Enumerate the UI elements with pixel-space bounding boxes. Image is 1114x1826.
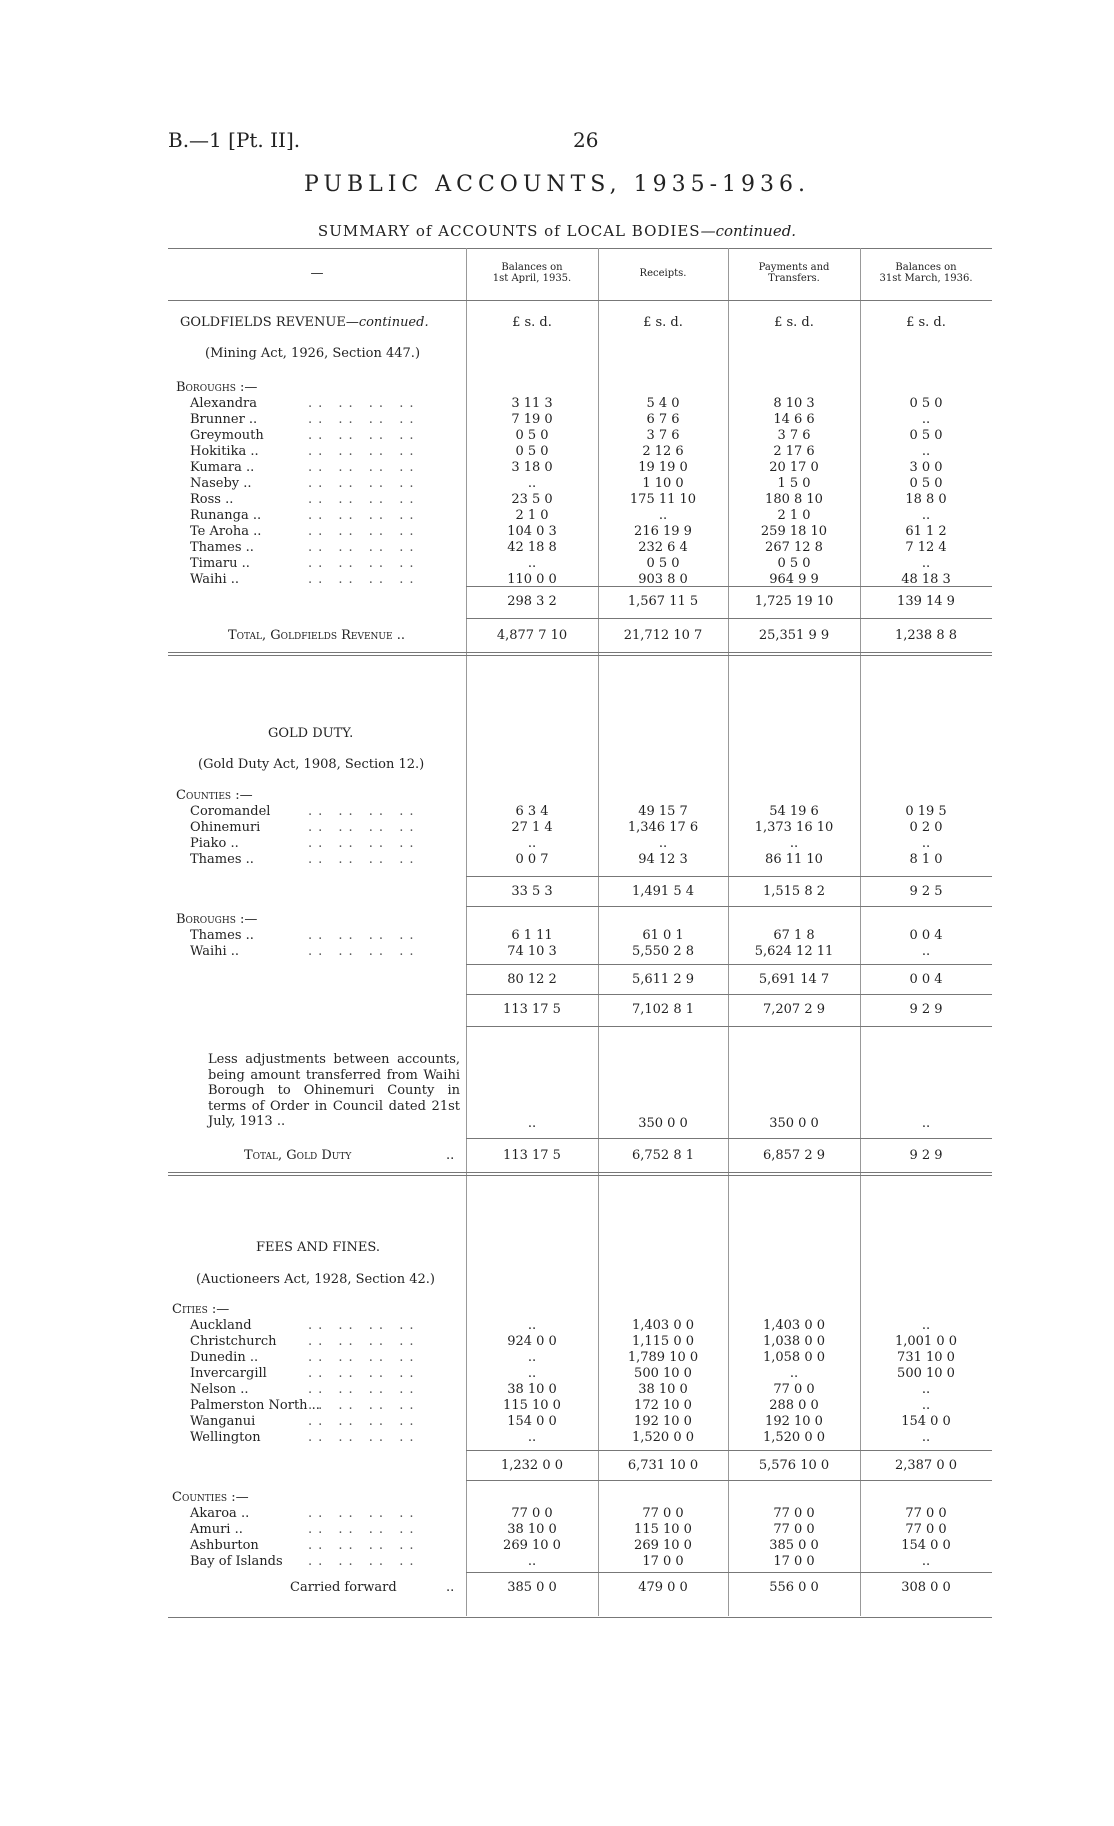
cell-end: 0 5 0 bbox=[909, 428, 943, 443]
row-name: Nelson .. bbox=[190, 1382, 249, 1397]
cell-end: .. bbox=[921, 836, 931, 851]
col-header-balances-april bbox=[466, 262, 598, 284]
combined-pay: 7,207 2 9 bbox=[762, 1002, 826, 1017]
leader-dots: .. .. .. .. bbox=[308, 1430, 420, 1445]
cell-rec: 77 0 0 bbox=[642, 1506, 684, 1521]
row-name: Wanganui bbox=[190, 1414, 256, 1429]
cell-end: 731 10 0 bbox=[897, 1350, 955, 1365]
cell-end: .. bbox=[921, 1382, 931, 1397]
row-name: Ross .. bbox=[190, 492, 234, 507]
cell-rec: 216 19 9 bbox=[634, 524, 692, 539]
row-name: Thames .. bbox=[190, 928, 254, 943]
cell-end: 7 12 4 bbox=[905, 540, 947, 555]
leader-dots: .. .. .. .. bbox=[308, 524, 420, 539]
row-name: Waihi .. bbox=[190, 944, 240, 959]
total-rule bbox=[466, 1138, 992, 1139]
row-name: Coromandel bbox=[190, 804, 271, 819]
leader-dots: .. .. .. .. bbox=[308, 944, 420, 959]
total-rule bbox=[466, 618, 992, 619]
cell-pay: 1,038 0 0 bbox=[762, 1334, 826, 1349]
cell-rec: 1,115 0 0 bbox=[631, 1334, 695, 1349]
goldfields-heading-suffix: —continued. bbox=[345, 315, 429, 330]
row-name: Te Aroha .. bbox=[190, 524, 262, 539]
cell-bal: 269 10 0 bbox=[503, 1538, 561, 1553]
subtotal-rec: 5,611 2 9 bbox=[631, 972, 695, 987]
cell-rec: 1,346 17 6 bbox=[627, 820, 699, 835]
cell-bal: .. bbox=[527, 1366, 537, 1381]
cell-rec: 232 6 4 bbox=[638, 540, 688, 555]
cell-bal: 0 0 7 bbox=[515, 852, 549, 867]
subtotal-rec: 1,491 5 4 bbox=[631, 884, 695, 899]
subtotal-rec: 1,567 11 5 bbox=[627, 594, 699, 609]
act-reference: (Gold Duty Act, 1908, Section 12.) bbox=[198, 757, 425, 772]
cell-pay: 1,058 0 0 bbox=[762, 1350, 826, 1365]
cell-pay: 67 1 8 bbox=[773, 928, 815, 943]
cell-bal: .. bbox=[527, 1350, 537, 1365]
leader-dots: .. .. .. .. bbox=[308, 1334, 420, 1349]
subtotal-end: 9 2 5 bbox=[909, 884, 943, 899]
cell-pay: 1,520 0 0 bbox=[762, 1430, 826, 1445]
cell-end: 0 2 0 bbox=[909, 820, 943, 835]
carried-forward-label: Carried forward bbox=[290, 1580, 397, 1595]
leader-dots: .. bbox=[446, 1148, 455, 1163]
leader-dots: .. .. .. .. bbox=[308, 1350, 420, 1365]
cell-pay: 2 1 0 bbox=[777, 508, 811, 523]
group-label: Boroughs :— bbox=[176, 380, 258, 395]
section-rule bbox=[168, 1172, 992, 1176]
row-name: Hokitika .. bbox=[190, 444, 259, 459]
subtotal-bal: 33 5 3 bbox=[511, 884, 553, 899]
cell-end: 154 0 0 bbox=[901, 1414, 951, 1429]
cell-bal: 7 19 0 bbox=[511, 412, 553, 427]
row-name: Amuri .. bbox=[190, 1522, 243, 1537]
cell-rec: 5 4 0 bbox=[646, 396, 680, 411]
cell-rec: .. bbox=[658, 836, 668, 851]
cell-end: .. bbox=[921, 1318, 931, 1333]
section-heading bbox=[180, 315, 429, 330]
currency-label: £ s. d. bbox=[774, 315, 814, 330]
row-name: Piako .. bbox=[190, 836, 239, 851]
subtotal-pay: 5,691 14 7 bbox=[758, 972, 830, 987]
col-header-line: 31st March, 1936. bbox=[879, 273, 973, 284]
cell-bal: 0 5 0 bbox=[515, 444, 549, 459]
leader-dots: .. .. .. .. bbox=[308, 396, 420, 411]
row-name: Runanga .. bbox=[190, 508, 262, 523]
leader-dots: .. .. .. .. bbox=[308, 1538, 420, 1553]
act-reference: (Mining Act, 1926, Section 447.) bbox=[205, 346, 421, 361]
leader-dots: .. .. .. .. bbox=[308, 492, 420, 507]
carried-bal: 385 0 0 bbox=[507, 1580, 557, 1595]
cell-bal: 38 10 0 bbox=[507, 1522, 557, 1537]
row-name: Brunner .. bbox=[190, 412, 258, 427]
cell-pay: 1,373 16 10 bbox=[754, 820, 834, 835]
leader-dots: .. bbox=[446, 1580, 455, 1595]
page-title: PUBLIC ACCOUNTS, 1935-1936. bbox=[304, 172, 810, 197]
cell-bal: .. bbox=[527, 476, 537, 491]
cell-pay: 0 5 0 bbox=[777, 556, 811, 571]
subtitle-main: SUMMARY of ACCOUNTS of LOCAL BODIES bbox=[317, 222, 701, 240]
cell-pay: 1 5 0 bbox=[777, 476, 811, 491]
cell-bal: 27 1 4 bbox=[511, 820, 553, 835]
cell-rec: 903 8 0 bbox=[638, 572, 688, 587]
cell-pay: 77 0 0 bbox=[773, 1382, 815, 1397]
row-name: Invercargill bbox=[190, 1366, 267, 1381]
col-header-line: 1st April, 1935. bbox=[492, 273, 572, 284]
total-pay: 6,857 2 9 bbox=[762, 1148, 826, 1163]
cell-end: 48 18 3 bbox=[901, 572, 951, 587]
cell-bal: .. bbox=[527, 556, 537, 571]
cell-pay: 3 7 6 bbox=[777, 428, 811, 443]
subtotal-rule bbox=[466, 1480, 992, 1481]
act-reference: (Auctioneers Act, 1928, Section 42.) bbox=[196, 1272, 435, 1287]
subtotal-rule bbox=[466, 906, 992, 907]
cell-rec: 3 7 6 bbox=[646, 428, 680, 443]
leader-dots: .. .. .. .. bbox=[308, 1554, 420, 1569]
subtotal-bal: 1,232 0 0 bbox=[500, 1458, 564, 1473]
page-number: 26 bbox=[573, 128, 599, 152]
adjustment-pay: 350 0 0 bbox=[769, 1116, 819, 1131]
col-header-line: Transfers. bbox=[768, 273, 820, 284]
cell-pay: 1,403 0 0 bbox=[762, 1318, 826, 1333]
row-name: Ohinemuri bbox=[190, 820, 261, 835]
page-subtitle bbox=[0, 222, 1114, 240]
cell-end: 0 5 0 bbox=[909, 396, 943, 411]
col-header-description: — bbox=[310, 266, 324, 281]
col-header-payments bbox=[728, 262, 860, 284]
cell-bal: 0 5 0 bbox=[515, 428, 549, 443]
row-name: Ashburton bbox=[190, 1538, 259, 1553]
row-name: Thames .. bbox=[190, 540, 254, 555]
cell-end: .. bbox=[921, 944, 931, 959]
total-end: 9 2 9 bbox=[909, 1148, 943, 1163]
group-label: Boroughs :— bbox=[176, 912, 258, 927]
cell-end: .. bbox=[921, 1430, 931, 1445]
leader-dots: .. .. .. .. bbox=[308, 820, 420, 835]
subtotal-rule bbox=[466, 964, 992, 965]
total-rec: 6,752 8 1 bbox=[631, 1148, 695, 1163]
cell-bal: 3 18 0 bbox=[511, 460, 553, 475]
cell-bal: 38 10 0 bbox=[507, 1382, 557, 1397]
cell-pay: 5,624 12 11 bbox=[754, 944, 834, 959]
cell-pay: 20 17 0 bbox=[769, 460, 819, 475]
cell-rec: 49 15 7 bbox=[638, 804, 688, 819]
cell-pay: 192 10 0 bbox=[765, 1414, 823, 1429]
total-label: Total, Gold Duty bbox=[244, 1148, 352, 1163]
cell-pay: 259 18 10 bbox=[760, 524, 828, 539]
cell-rec: 1,403 0 0 bbox=[631, 1318, 695, 1333]
total-rule bbox=[466, 1572, 992, 1573]
cell-end: 3 0 0 bbox=[909, 460, 943, 475]
subtotal-rule bbox=[466, 994, 992, 995]
leader-dots: .. .. .. .. bbox=[308, 556, 420, 571]
subtitle-suffix: —continued. bbox=[700, 222, 797, 240]
leader-dots: .. .. .. .. bbox=[308, 1366, 420, 1381]
cell-rec: 115 10 0 bbox=[634, 1522, 692, 1537]
leader-dots: .. .. .. .. bbox=[308, 1318, 420, 1333]
col-header-balances-march bbox=[860, 262, 992, 284]
col-header-receipts: Receipts. bbox=[639, 268, 687, 279]
cell-end: 18 8 0 bbox=[905, 492, 947, 507]
carried-pay: 556 0 0 bbox=[769, 1580, 819, 1595]
leader-dots: .. .. .. .. bbox=[308, 1398, 420, 1413]
cell-bal: 2 1 0 bbox=[515, 508, 549, 523]
cell-pay: 964 9 9 bbox=[769, 572, 819, 587]
currency-label: £ s. d. bbox=[643, 315, 683, 330]
leader-dots: .. .. .. .. bbox=[308, 508, 420, 523]
subtotal-pay: 1,515 8 2 bbox=[762, 884, 826, 899]
subtotal-rule bbox=[466, 1026, 992, 1027]
leader-dots: .. .. .. .. bbox=[308, 540, 420, 555]
total-rec: 21,712 10 7 bbox=[623, 628, 703, 643]
subtotal-rule bbox=[466, 1450, 992, 1451]
leader-dots: .. .. .. .. bbox=[308, 804, 420, 819]
cell-rec: 1 10 0 bbox=[642, 476, 684, 491]
leader-dots: .. .. .. .. bbox=[308, 836, 420, 851]
cell-bal: 110 0 0 bbox=[507, 572, 557, 587]
total-bal: 4,877 7 10 bbox=[496, 628, 568, 643]
cell-bal: 3 11 3 bbox=[511, 396, 553, 411]
combined-end: 9 2 9 bbox=[909, 1002, 943, 1017]
leader-dots: .. .. .. .. bbox=[308, 444, 420, 459]
row-name: Palmerston North .. bbox=[190, 1398, 320, 1413]
row-name: Christchurch bbox=[190, 1334, 277, 1349]
cell-end: 0 0 4 bbox=[909, 928, 943, 943]
cell-bal: 23 5 0 bbox=[511, 492, 553, 507]
leader-dots: .. .. .. .. bbox=[308, 460, 420, 475]
row-name: Waihi .. bbox=[190, 572, 240, 587]
subtotal-rec: 6,731 10 0 bbox=[627, 1458, 699, 1473]
row-name: Kumara .. bbox=[190, 460, 255, 475]
cell-end: 8 1 0 bbox=[909, 852, 943, 867]
col-header-line: Payments and bbox=[758, 262, 830, 273]
leader-dots: .. .. .. .. bbox=[308, 476, 420, 491]
leader-dots: .. .. .. .. bbox=[308, 1382, 420, 1397]
gold-duty-heading: GOLD DUTY. bbox=[268, 726, 354, 741]
subtotal-end: 2,387 0 0 bbox=[894, 1458, 958, 1473]
cell-end: 77 0 0 bbox=[905, 1506, 947, 1521]
goldfields-heading: GOLDFIELDS REVENUE bbox=[180, 315, 346, 330]
fees-heading: FEES AND FINES. bbox=[256, 1240, 380, 1255]
total-label: Total, Goldfields Revenue .. bbox=[228, 628, 405, 643]
adjustment-note: Less adjustments between accounts, being amount transferred from Waihi Borough to Ohinemuri County in terms of Order in Council dated 21st July, 1913 .. bbox=[208, 1052, 460, 1129]
cell-bal: 6 1 11 bbox=[511, 928, 553, 943]
cell-pay: .. bbox=[789, 1366, 799, 1381]
cell-rec: 172 10 0 bbox=[634, 1398, 692, 1413]
cell-rec: 19 19 0 bbox=[638, 460, 688, 475]
col-header-line: Balances on bbox=[501, 262, 563, 273]
cell-pay: 17 0 0 bbox=[773, 1554, 815, 1569]
cell-end: .. bbox=[921, 1554, 931, 1569]
adjustment-bal: .. bbox=[527, 1116, 537, 1131]
row-name: Akaroa .. bbox=[190, 1506, 250, 1521]
document-reference: B.—1 [Pt. II]. bbox=[168, 128, 301, 152]
group-label: Counties :— bbox=[176, 788, 253, 803]
cell-pay: .. bbox=[789, 836, 799, 851]
row-name: Naseby .. bbox=[190, 476, 252, 491]
leader-dots: .. .. .. .. bbox=[308, 428, 420, 443]
subtotal-end: 139 14 9 bbox=[897, 594, 955, 609]
cell-end: 500 10 0 bbox=[897, 1366, 955, 1381]
cell-rec: 192 10 0 bbox=[634, 1414, 692, 1429]
col-header-line: Balances on bbox=[895, 262, 957, 273]
cell-end: 0 19 5 bbox=[905, 804, 947, 819]
row-name: Thames .. bbox=[190, 852, 254, 867]
cell-end: .. bbox=[921, 412, 931, 427]
cell-rec: 38 10 0 bbox=[638, 1382, 688, 1397]
cell-rec: 17 0 0 bbox=[642, 1554, 684, 1569]
subtotal-pay: 1,725 19 10 bbox=[754, 594, 834, 609]
subtotal-bal: 80 12 2 bbox=[507, 972, 557, 987]
cell-end: 77 0 0 bbox=[905, 1522, 947, 1537]
cell-bal: 74 10 3 bbox=[507, 944, 557, 959]
cell-bal: 42 18 8 bbox=[507, 540, 557, 555]
cell-pay: 86 11 10 bbox=[765, 852, 823, 867]
row-name: Bay of Islands bbox=[190, 1554, 283, 1569]
leader-dots: .. .. .. .. bbox=[308, 412, 420, 427]
row-name: Wellington bbox=[190, 1430, 261, 1445]
cell-rec: 269 10 0 bbox=[634, 1538, 692, 1553]
cell-rec: .. bbox=[658, 508, 668, 523]
carried-end: 308 0 0 bbox=[901, 1580, 951, 1595]
leader-dots: .. .. .. .. bbox=[308, 1506, 420, 1521]
cell-bal: 154 0 0 bbox=[507, 1414, 557, 1429]
leader-dots: .. .. .. .. bbox=[308, 572, 420, 587]
total-pay: 25,351 9 9 bbox=[758, 628, 830, 643]
cell-bal: .. bbox=[527, 836, 537, 851]
cell-pay: 14 6 6 bbox=[773, 412, 815, 427]
carried-rec: 479 0 0 bbox=[638, 1580, 688, 1595]
cell-bal: 77 0 0 bbox=[511, 1506, 553, 1521]
cell-pay: 77 0 0 bbox=[773, 1506, 815, 1521]
cell-end: .. bbox=[921, 1398, 931, 1413]
combined-rec: 7,102 8 1 bbox=[631, 1002, 695, 1017]
cell-end: .. bbox=[921, 444, 931, 459]
section-rule bbox=[168, 652, 992, 656]
cell-pay: 8 10 3 bbox=[773, 396, 815, 411]
cell-bal: 104 0 3 bbox=[507, 524, 557, 539]
cell-pay: 288 0 0 bbox=[769, 1398, 819, 1413]
cell-rec: 0 5 0 bbox=[646, 556, 680, 571]
cell-rec: 6 7 6 bbox=[646, 412, 680, 427]
cell-bal: .. bbox=[527, 1318, 537, 1333]
cell-rec: 61 0 1 bbox=[642, 928, 684, 943]
row-name: Timaru .. bbox=[190, 556, 250, 571]
cell-pay: 385 0 0 bbox=[769, 1538, 819, 1553]
cell-pay: 180 8 10 bbox=[765, 492, 823, 507]
row-name: Greymouth bbox=[190, 428, 264, 443]
subtotal-end: 0 0 4 bbox=[909, 972, 943, 987]
header-rule bbox=[168, 300, 992, 301]
cell-rec: 1,520 0 0 bbox=[631, 1430, 695, 1445]
cell-bal: 6 3 4 bbox=[515, 804, 549, 819]
group-label: Counties :— bbox=[172, 1490, 249, 1505]
cell-end: 154 0 0 bbox=[901, 1538, 951, 1553]
leader-dots: .. .. .. .. bbox=[308, 1522, 420, 1537]
combined-bal: 113 17 5 bbox=[503, 1002, 561, 1017]
cell-rec: 94 12 3 bbox=[638, 852, 688, 867]
currency-label: £ s. d. bbox=[512, 315, 552, 330]
cell-bal: 115 10 0 bbox=[503, 1398, 561, 1413]
adjustment-end: .. bbox=[921, 1116, 931, 1131]
leader-dots: .. .. .. .. bbox=[308, 928, 420, 943]
subtotal-pay: 5,576 10 0 bbox=[758, 1458, 830, 1473]
leader-dots: .. .. .. .. bbox=[308, 852, 420, 867]
cell-rec: 500 10 0 bbox=[634, 1366, 692, 1381]
cell-end: 61 1 2 bbox=[905, 524, 947, 539]
adjustment-rec: 350 0 0 bbox=[638, 1116, 688, 1131]
row-name: Alexandra bbox=[190, 396, 257, 411]
row-name: Dunedin .. bbox=[190, 1350, 259, 1365]
cell-bal: 924 0 0 bbox=[507, 1334, 557, 1349]
cell-pay: 54 19 6 bbox=[769, 804, 819, 819]
subtotal-rule bbox=[466, 586, 992, 587]
cell-pay: 77 0 0 bbox=[773, 1522, 815, 1537]
subtotal-bal: 298 3 2 bbox=[507, 594, 557, 609]
cell-end: .. bbox=[921, 508, 931, 523]
cell-pay: 267 12 8 bbox=[765, 540, 823, 555]
cell-end: 1,001 0 0 bbox=[894, 1334, 958, 1349]
leader-dots: .. .. .. .. bbox=[308, 1414, 420, 1429]
total-bal: 113 17 5 bbox=[503, 1148, 561, 1163]
cell-bal: .. bbox=[527, 1554, 537, 1569]
cell-bal: .. bbox=[527, 1430, 537, 1445]
currency-label: £ s. d. bbox=[906, 315, 946, 330]
cell-rec: 1,789 10 0 bbox=[627, 1350, 699, 1365]
cell-end: 0 5 0 bbox=[909, 476, 943, 491]
cell-rec: 5,550 2 8 bbox=[631, 944, 695, 959]
subtotal-rule bbox=[466, 876, 992, 877]
group-label: Cities :— bbox=[172, 1302, 230, 1317]
cell-rec: 175 11 10 bbox=[629, 492, 697, 507]
total-end: 1,238 8 8 bbox=[894, 628, 958, 643]
cell-pay: 2 17 6 bbox=[773, 444, 815, 459]
row-name: Auckland bbox=[190, 1318, 252, 1333]
cell-rec: 2 12 6 bbox=[642, 444, 684, 459]
cell-end: .. bbox=[921, 556, 931, 571]
